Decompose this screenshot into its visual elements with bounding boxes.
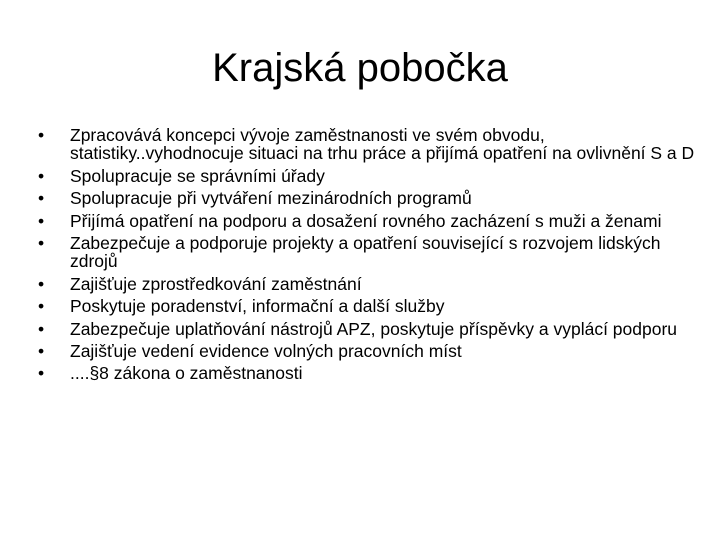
bullet-list bbox=[36, 126, 708, 387]
bullet-text: Zajišťuje vedení evidence volných pracovních míst bbox=[70, 341, 462, 362]
bullet-icon: • bbox=[38, 341, 45, 362]
bullet-icon: • bbox=[38, 188, 45, 209]
bullet-icon: • bbox=[38, 363, 45, 384]
bullet-item bbox=[36, 297, 708, 315]
slide-title: Krajská pobočka bbox=[212, 46, 508, 90]
bullet-item bbox=[36, 189, 708, 207]
bullet-text: Spolupracuje při vytváření mezinárodních programů bbox=[70, 188, 472, 209]
bullet-item bbox=[36, 126, 708, 163]
bullet-icon: • bbox=[38, 296, 45, 317]
bullet-text: ....§8 zákona o zaměstnanosti bbox=[70, 363, 303, 384]
bullet-item bbox=[36, 167, 708, 185]
bullet-text: Zajišťuje zprostředkování zaměstnání bbox=[70, 273, 362, 294]
bullet-icon: • bbox=[38, 210, 45, 231]
bullet-item bbox=[36, 342, 708, 360]
bullet-item bbox=[36, 234, 708, 271]
bullet-icon: • bbox=[38, 273, 45, 294]
bullet-text: Spolupracuje se správními úřady bbox=[70, 165, 325, 186]
bullet-item bbox=[36, 320, 708, 338]
bullet-icon: • bbox=[38, 318, 45, 339]
bullet-text: Poskytuje poradenství, informační a další služby bbox=[70, 296, 445, 317]
bullet-text: Přijímá opatření na podporu a dosažení rovného zacházení s muži a ženami bbox=[70, 210, 662, 231]
bullet-icon: • bbox=[38, 233, 45, 254]
bullet-icon: • bbox=[38, 125, 45, 145]
bullet-text: Zabezpečuje a podporuje projekty a opatření související s rozvojem lidských zdrojů bbox=[70, 233, 661, 272]
bullet-text: Zpracovává koncepci vývoje zaměstnanosti ve svém obvodu, statistiky..vyhodnocuje situaci na trhu práce a přijímá opatření na ovlivnění S a D bbox=[70, 125, 695, 164]
bullet-icon: • bbox=[38, 165, 45, 186]
bullet-item bbox=[36, 364, 708, 382]
bullet-item bbox=[36, 212, 708, 230]
bullet-text: Zabezpečuje uplatňování nástrojů APZ, poskytuje příspěvky a vyplácí podporu bbox=[70, 318, 678, 339]
bullet-item bbox=[36, 275, 708, 293]
